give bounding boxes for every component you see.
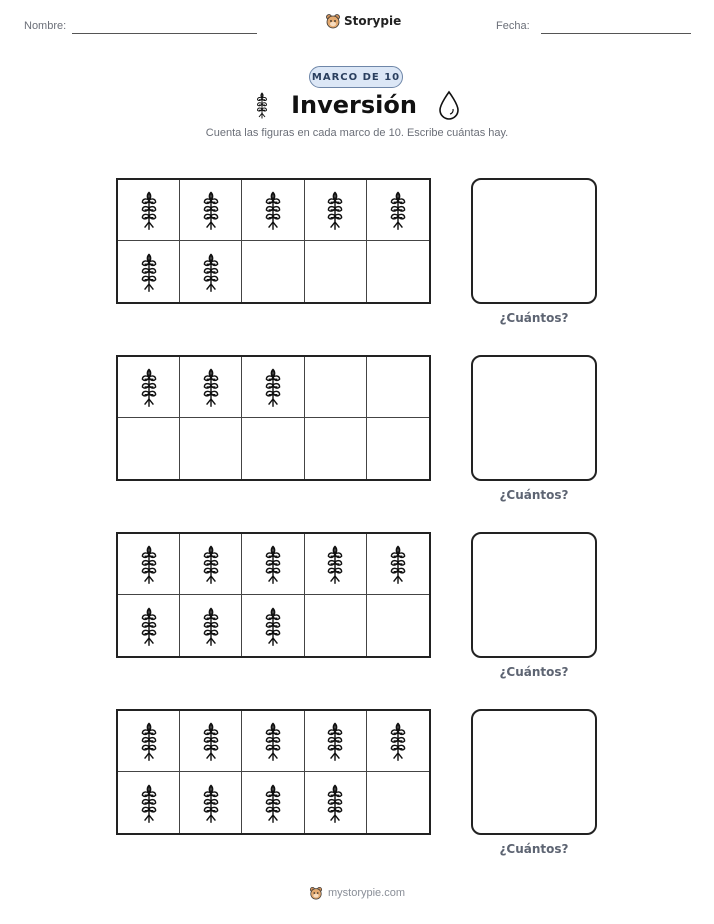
brand-name: Storypie [344,14,402,28]
frame-cell [118,534,180,595]
wheat-icon [138,365,160,409]
ten-frame [116,355,431,481]
wheat-icon [200,719,222,763]
category-badge: MARCO DE 10 [309,66,403,88]
frame-cell [118,357,180,418]
wheat-icon [324,719,346,763]
frame-cell [305,772,367,833]
frame-cell [242,180,304,241]
wheat-icon [324,188,346,232]
frame-cell [118,180,180,241]
frame-cell [242,534,304,595]
frame-cell [367,711,429,772]
frame-cell [242,595,304,656]
bear-mascot-icon [309,886,323,900]
frame-cell [367,180,429,241]
bear-mascot-icon [325,13,341,29]
frame-cell [305,357,367,418]
wheat-icon [262,542,284,586]
wheat-icon [387,542,409,586]
wheat-icon [262,188,284,232]
wheat-icon [387,188,409,232]
frame-cell [367,595,429,656]
frame-cell [305,711,367,772]
frame-cell [180,595,242,656]
frame-cell [242,418,304,479]
frame-cell [118,711,180,772]
frame-cell [180,180,242,241]
frame-cell [118,595,180,656]
answer-box[interactable] [471,709,597,835]
answer-box[interactable] [471,178,597,304]
wheat-icon [200,604,222,648]
answer-box[interactable] [471,532,597,658]
answer-label: ¿Cuántos? [499,665,569,679]
frame-cell [118,241,180,302]
wheat-icon [387,719,409,763]
ten-frame [116,709,431,835]
wheat-icon [200,781,222,825]
frame-cell [242,711,304,772]
frame-cell [305,534,367,595]
frame-cell [118,772,180,833]
footer-url: mystorypie.com [327,887,406,899]
frame-cell [180,711,242,772]
frame-cell [367,772,429,833]
wheat-icon [262,781,284,825]
footer [0,886,714,900]
date-label: Fecha: [496,20,530,32]
wheat-icon [200,542,222,586]
frame-cell [305,418,367,479]
wheat-icon [200,250,222,294]
wheat-icon [253,90,271,120]
name-label: Nombre: [24,20,67,32]
instructions: Cuenta las figuras en cada marco de 10. Escribe cuántas hay. [205,127,509,139]
answer-label: ¿Cuántos? [499,842,569,856]
wheat-icon [138,188,160,232]
wheat-icon [324,542,346,586]
title-row [0,90,714,120]
wheat-icon [138,542,160,586]
frame-cell [305,180,367,241]
frame-cell [242,772,304,833]
answer-box[interactable] [471,355,597,481]
answer-label: ¿Cuántos? [499,488,569,502]
frame-cell [180,418,242,479]
brand-logo [325,13,401,29]
wheat-icon [262,365,284,409]
frame-cell [367,357,429,418]
wheat-icon [138,250,160,294]
date-line [541,33,691,34]
wheat-icon [138,781,160,825]
water-drop-icon [437,90,461,120]
wheat-icon [200,188,222,232]
wheat-icon [138,719,160,763]
wheat-icon [138,604,160,648]
frame-cell [367,418,429,479]
wheat-icon [324,781,346,825]
frame-cell [180,772,242,833]
frame-cell [367,241,429,302]
frame-cell [242,357,304,418]
frame-cell [367,534,429,595]
frame-cell [180,357,242,418]
page-title: Inversión [291,91,417,119]
name-line [72,33,257,34]
wheat-icon [262,719,284,763]
ten-frame [116,178,431,304]
frame-cell [242,241,304,302]
ten-frame [116,532,431,658]
frame-cell [305,241,367,302]
wheat-icon [200,365,222,409]
answer-label: ¿Cuántos? [499,311,569,325]
frame-cell [180,534,242,595]
frame-cell [180,241,242,302]
wheat-icon [262,604,284,648]
frame-cell [118,418,180,479]
frame-cell [305,595,367,656]
